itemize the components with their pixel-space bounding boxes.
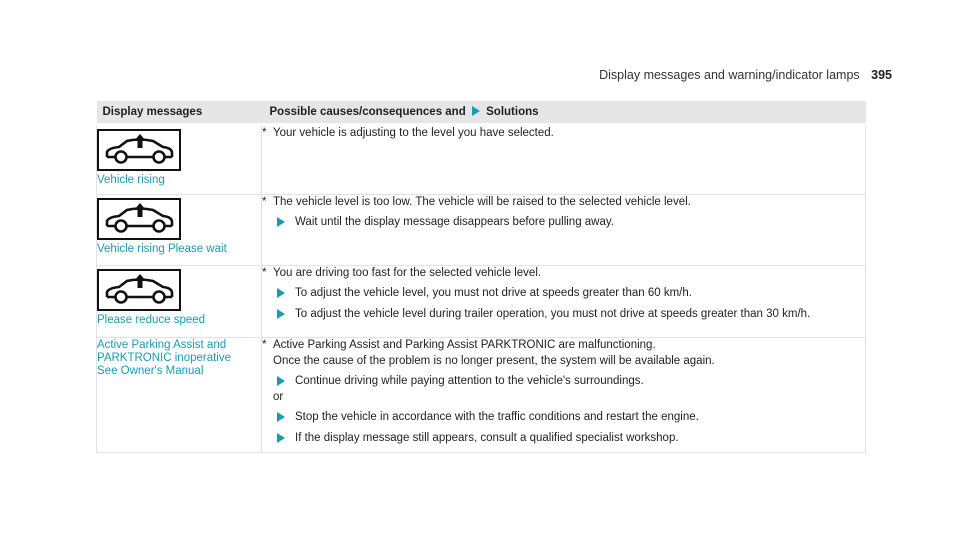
message-cell (97, 195, 262, 266)
arrow-icon (472, 106, 480, 116)
table-row (97, 125, 866, 195)
arrow-icon (277, 412, 285, 422)
asterisk-marker: * (262, 267, 267, 279)
message-line: PARKTRONIC inoperative (97, 352, 231, 364)
col-header-causes-solutions (262, 101, 866, 125)
message-text: Vehicle rising Please wait (97, 243, 227, 255)
vehicle-rising-icon (97, 198, 181, 240)
arrow-icon (277, 309, 285, 319)
step-text: To adjust the vehicle level during trailer operation, you must not drive at speeds greater than 30 km/h. (295, 308, 811, 320)
message-text: Vehicle rising (97, 174, 165, 186)
arrow-icon (277, 433, 285, 443)
page-number: 395 (871, 68, 892, 82)
table-header-row (97, 101, 866, 125)
col-header-solutions: Solutions (486, 106, 539, 118)
cause-cell (262, 125, 866, 195)
page-header (599, 68, 892, 82)
solution-step (273, 215, 865, 229)
cause-text: You are driving too fast for the selected vehicle level. (273, 267, 542, 279)
solution-step (273, 307, 865, 321)
message-cell (97, 266, 262, 338)
col-header-display-messages: Display messages (97, 101, 262, 125)
step-text: Continue driving while paying attention to the vehicle's surroundings. (295, 375, 644, 387)
message-text: Please reduce speed (97, 314, 206, 326)
message-line: Active Parking Assist and (97, 339, 227, 351)
table-row (97, 338, 866, 453)
section-title: Display messages and warning/indicator lamps (599, 68, 860, 82)
step-text: Stop the vehicle in accordance with the traffic conditions and restart the engine. (295, 411, 699, 423)
asterisk-marker: * (262, 339, 267, 351)
vehicle-rising-icon (97, 129, 181, 171)
vehicle-rising-icon (97, 269, 181, 311)
asterisk-marker: * (262, 127, 267, 139)
cause-text-secondary: Once the cause of the problem is no longer present, the system will be available again. (273, 355, 715, 367)
message-line: See Owner's Manual (97, 365, 204, 377)
cause-cell (262, 266, 866, 338)
arrow-icon (277, 217, 285, 227)
step-text: If the display message still appears, consult a qualified specialist workshop. (295, 432, 679, 444)
cause-text: The vehicle level is too low. The vehicle will be raised to the selected vehicle level. (273, 196, 691, 208)
message-cell (97, 125, 262, 195)
arrow-icon (277, 376, 285, 386)
cause-cell (262, 338, 866, 453)
table-row (97, 266, 866, 338)
solution-step (273, 431, 865, 445)
solution-step (273, 410, 865, 424)
or-label: or (273, 391, 284, 403)
message-text (97, 339, 261, 378)
message-cell (97, 338, 262, 453)
cause-cell (262, 195, 866, 266)
col-header-causes: Possible causes/consequences and (269, 106, 466, 118)
cause-text: Active Parking Assist and Parking Assist PARKTRONIC are malfunctioning. (273, 339, 656, 351)
arrow-icon (277, 288, 285, 298)
step-text: To adjust the vehicle level, you must not drive at speeds greater than 60 km/h. (295, 287, 692, 299)
display-messages-table (96, 101, 866, 453)
step-text: Wait until the display message disappears before pulling away. (295, 216, 614, 228)
table-row (97, 195, 866, 266)
asterisk-marker: * (262, 196, 267, 208)
solution-step (273, 286, 865, 300)
solution-step (273, 374, 865, 388)
cause-text: Your vehicle is adjusting to the level you have selected. (273, 127, 554, 139)
